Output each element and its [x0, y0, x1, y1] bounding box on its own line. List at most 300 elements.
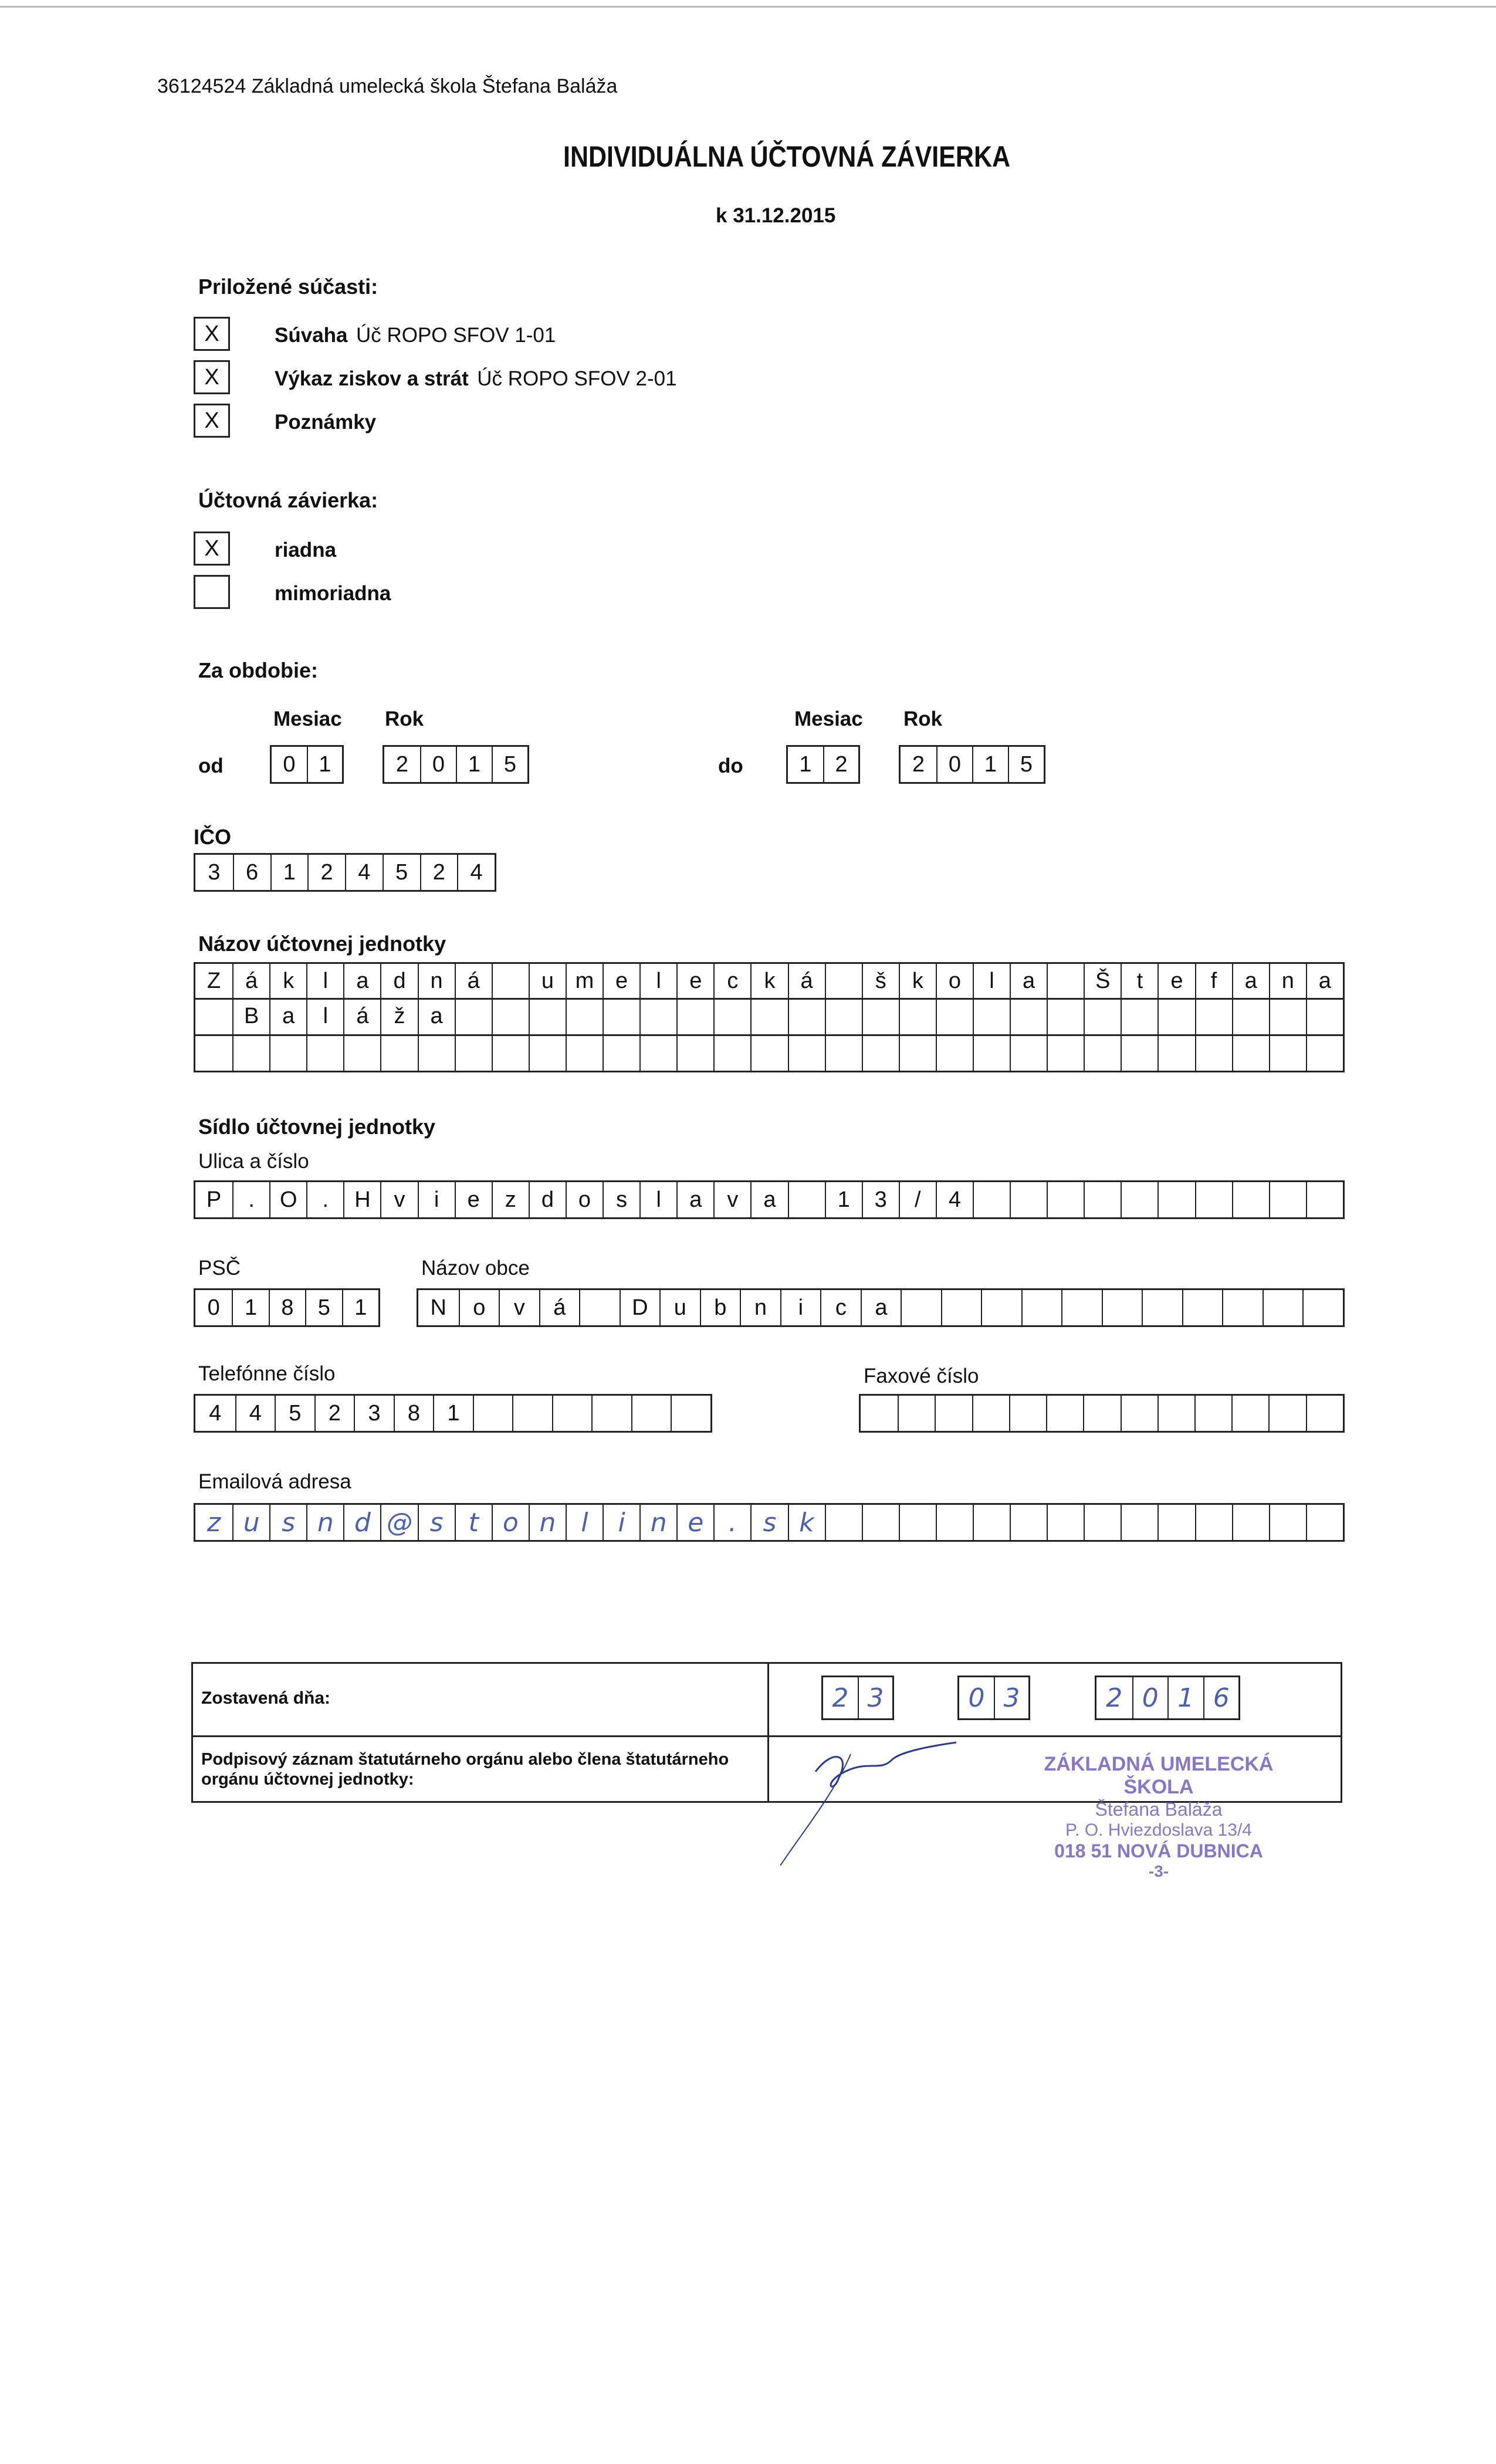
- attachment-suvaha-name: Súvaha: [275, 324, 348, 347]
- period-from-month-field[interactable]: [270, 745, 344, 784]
- entity-name-row-3-cell[interactable]: [232, 1035, 269, 1071]
- entity-name-row-3-cell[interactable]: [936, 1035, 973, 1071]
- period-to-year-field[interactable]: [899, 745, 1045, 784]
- street-field-cell[interactable]: 1: [825, 1182, 862, 1217]
- city-field-cell[interactable]: [941, 1290, 981, 1325]
- street-field-cell[interactable]: z: [492, 1182, 529, 1217]
- compiled-year-field[interactable]: [1095, 1676, 1240, 1720]
- street-field-cell[interactable]: v: [380, 1182, 417, 1217]
- compiled-year-field-cell[interactable]: 1: [1167, 1677, 1203, 1718]
- compiled-year-field-cell[interactable]: 0: [1132, 1677, 1168, 1718]
- entity-name-row-3-cell[interactable]: [899, 1035, 936, 1071]
- entity-name-row-2-cell[interactable]: [1084, 999, 1121, 1034]
- ico-field-cell[interactable]: 2: [307, 855, 345, 890]
- entity-name-row-1-cell[interactable]: á: [232, 964, 269, 998]
- entity-name-row-1-cell[interactable]: e: [676, 964, 713, 998]
- entity-name-row-3-cell[interactable]: [973, 1035, 1010, 1071]
- entity-name-row-2-cell[interactable]: [1121, 999, 1157, 1034]
- email-field-cell[interactable]: .: [713, 1505, 750, 1540]
- period-from-month-label: Mesiac: [273, 708, 342, 730]
- entity-name-row-3-cell[interactable]: [1232, 1035, 1269, 1071]
- entity-name-row-2-cell[interactable]: [788, 999, 825, 1034]
- email-field-cell[interactable]: [1306, 1505, 1343, 1540]
- period-from-year-field-cell[interactable]: 2: [395, 752, 409, 777]
- city-field-cell[interactable]: a: [861, 1290, 901, 1325]
- entity-name-row-2-cell[interactable]: á: [343, 999, 380, 1034]
- street-field-cell[interactable]: o: [566, 1182, 603, 1217]
- phone-field-cell[interactable]: [671, 1396, 710, 1431]
- stamp-line-2: Štefana Baláža: [1095, 1799, 1223, 1820]
- entity-name-row-1-cell[interactable]: f: [1195, 964, 1232, 998]
- fax-field-cell[interactable]: [898, 1396, 935, 1431]
- phone-label: Telefónne číslo: [198, 1362, 336, 1385]
- document-title: INDIVIDUÁLNA ÚČTOVNÁ ZÁVIERKA: [563, 140, 1011, 173]
- period-from-year-field-cell[interactable]: 0: [420, 747, 456, 782]
- fax-field-cell[interactable]: [1157, 1396, 1194, 1431]
- street-field-cell[interactable]: a: [676, 1182, 713, 1217]
- email-field-cell[interactable]: [1157, 1505, 1194, 1540]
- entity-name-row-2-cell[interactable]: [1010, 999, 1047, 1034]
- entity-name-row-1-cell[interactable]: Š: [1084, 964, 1121, 998]
- ico-field-cell[interactable]: 1: [270, 855, 308, 890]
- entity-name-row-2[interactable]: [194, 999, 1345, 1036]
- city-field[interactable]: [417, 1288, 1345, 1327]
- entity-name-row-2-cell[interactable]: [195, 999, 232, 1034]
- attachment-vykaz-name: Výkaz ziskov a strát: [275, 367, 469, 390]
- phone-field-cell[interactable]: 2: [314, 1396, 354, 1431]
- street-field-cell[interactable]: a: [750, 1182, 787, 1217]
- entity-name-row-2-cell[interactable]: B: [232, 999, 269, 1034]
- entity-name-row-3-cell[interactable]: [788, 1035, 825, 1071]
- entity-name-row-2-cell[interactable]: [639, 999, 676, 1034]
- email-field-cell[interactable]: [1195, 1505, 1232, 1540]
- entity-name-row-2-cell[interactable]: [713, 999, 750, 1034]
- email-field-cell[interactable]: z: [207, 1507, 221, 1538]
- entity-name-row-3-cell[interactable]: [566, 1035, 603, 1071]
- entity-name-row-2-cell[interactable]: l: [306, 999, 343, 1034]
- attachment-suvaha: [275, 324, 556, 347]
- phone-field-cell[interactable]: [552, 1396, 592, 1431]
- entity-name-row-1-cell[interactable]: a: [1232, 964, 1269, 998]
- street-field-cell[interactable]: [1195, 1182, 1232, 1217]
- period-from-month-field-cell[interactable]: 0: [283, 752, 296, 777]
- city-field-cell[interactable]: [1222, 1290, 1263, 1325]
- entity-name-row-2-cell[interactable]: [936, 999, 973, 1034]
- entity-name-row-1-cell[interactable]: d: [380, 964, 417, 998]
- psc-field-cell[interactable]: 8: [269, 1290, 305, 1325]
- attachment-poznamky: Poznámky: [275, 411, 377, 434]
- signoff-divider: [767, 1664, 769, 1801]
- entity-name-row-1-cell[interactable]: m: [566, 964, 603, 998]
- entity-name-row-2-cell[interactable]: [492, 999, 529, 1034]
- address-label: Sídlo účtovnej jednotky: [198, 1115, 436, 1139]
- email-field-cell[interactable]: [1010, 1505, 1047, 1540]
- entity-name-row-2-cell[interactable]: [1232, 999, 1269, 1034]
- street-field-cell[interactable]: H: [343, 1182, 380, 1217]
- fax-field-cell[interactable]: [1194, 1396, 1231, 1431]
- entity-name-row-2-cell[interactable]: [750, 999, 787, 1034]
- entity-name-row-2-cell[interactable]: [1157, 999, 1194, 1034]
- compiled-month-field[interactable]: [957, 1676, 1030, 1720]
- ico-field-cell[interactable]: 4: [457, 855, 495, 890]
- email-field-cell[interactable]: [825, 1505, 862, 1540]
- phone-field-cell[interactable]: 4: [235, 1396, 275, 1431]
- ico-field[interactable]: [194, 853, 496, 892]
- city-field-cell[interactable]: [901, 1290, 941, 1325]
- label-mimoriadna: mimoriadna: [275, 582, 391, 605]
- fax-field-cell[interactable]: [861, 1396, 898, 1431]
- fax-field-cell[interactable]: [1231, 1396, 1268, 1431]
- entity-name-row-1-cell[interactable]: á: [455, 964, 492, 998]
- city-field-cell[interactable]: n: [740, 1290, 780, 1325]
- psc-field-cell[interactable]: 5: [305, 1290, 341, 1325]
- entity-name-row-3-cell[interactable]: [343, 1035, 380, 1071]
- entity-name-row-3-cell[interactable]: [1195, 1035, 1232, 1071]
- entity-name-row-1-cell[interactable]: á: [788, 964, 825, 998]
- period-from-year-label: Rok: [385, 708, 424, 730]
- city-field-cell[interactable]: [1021, 1290, 1062, 1325]
- entity-name-row-1-cell[interactable]: k: [899, 964, 936, 998]
- email-field-cell[interactable]: [1121, 1505, 1157, 1540]
- ico-field-cell[interactable]: 2: [420, 855, 458, 890]
- street-field-cell[interactable]: /: [899, 1182, 936, 1217]
- entity-name-row-1-cell[interactable]: t: [1121, 964, 1157, 998]
- street-field-cell[interactable]: e: [455, 1182, 492, 1217]
- email-label: Emailová adresa: [198, 1470, 351, 1493]
- street-field-cell[interactable]: [1121, 1182, 1157, 1217]
- entity-name-row-1-cell[interactable]: [492, 964, 529, 998]
- period-to-year-label: Rok: [903, 708, 943, 730]
- street-field-cell[interactable]: O: [269, 1182, 306, 1217]
- entity-name-row-1-cell[interactable]: o: [936, 964, 973, 998]
- attachment-vykaz: [275, 367, 677, 391]
- period-heading: Za obdobie:: [198, 658, 318, 682]
- entity-name-row-3-cell[interactable]: [825, 1035, 862, 1071]
- city-field-cell[interactable]: [1302, 1290, 1343, 1325]
- entity-name-row-3-cell[interactable]: [455, 1035, 492, 1071]
- entity-name-row-1-cell[interactable]: a: [1306, 964, 1343, 998]
- entity-name-row-3[interactable]: [194, 1035, 1345, 1072]
- phone-field-cell[interactable]: [473, 1396, 513, 1431]
- fax-field-cell[interactable]: [935, 1396, 972, 1431]
- compiled-month-field-cell[interactable]: 0: [968, 1683, 985, 1713]
- entity-name-row-1-cell[interactable]: l: [639, 964, 676, 998]
- top-rule: [0, 6, 1496, 8]
- psc-field[interactable]: [194, 1288, 380, 1327]
- stamp-line-5: -3-: [1148, 1862, 1169, 1880]
- entity-name-row-3-cell[interactable]: [862, 1035, 899, 1071]
- period-to-month-field-cell[interactable]: 2: [823, 747, 858, 782]
- entity-name-row-3-cell[interactable]: [195, 1035, 232, 1071]
- compiled-month-field-cell[interactable]: 3: [994, 1677, 1028, 1718]
- email-field-cell[interactable]: u: [232, 1505, 269, 1540]
- attachment-suvaha-code: Úč ROPO SFOV 1-01: [356, 324, 556, 347]
- city-field-cell[interactable]: v: [499, 1290, 539, 1325]
- email-field-cell[interactable]: s: [750, 1505, 787, 1540]
- fax-field-cell[interactable]: [1083, 1396, 1120, 1431]
- city-field-cell[interactable]: [1142, 1290, 1182, 1325]
- city-field-cell[interactable]: u: [659, 1290, 700, 1325]
- street-field-cell[interactable]: [973, 1182, 1010, 1217]
- phone-field-cell[interactable]: 3: [354, 1396, 394, 1431]
- entity-name-row-3-cell[interactable]: [603, 1035, 639, 1071]
- entity-name-row-2-cell[interactable]: [1195, 999, 1232, 1034]
- city-field-cell[interactable]: N: [430, 1295, 446, 1320]
- entity-name-row-1-cell[interactable]: c: [713, 964, 750, 998]
- phone-field-cell[interactable]: 8: [394, 1396, 434, 1431]
- street-field-cell[interactable]: d: [529, 1182, 566, 1217]
- compiled-day-field-cell[interactable]: 2: [832, 1683, 849, 1713]
- entity-name-row-1-cell[interactable]: n: [418, 964, 455, 998]
- phone-field-cell[interactable]: [512, 1396, 552, 1431]
- city-field-cell[interactable]: á: [539, 1290, 580, 1325]
- document-date: k 31.12.2015: [716, 204, 836, 227]
- email-field-cell[interactable]: l: [566, 1505, 603, 1540]
- period-to-year-field-cell[interactable]: 2: [912, 752, 925, 777]
- checkbox-riadna[interactable]: X: [194, 532, 230, 566]
- checkbox-poznamky[interactable]: X: [194, 404, 230, 438]
- email-field-cell[interactable]: i: [603, 1505, 639, 1540]
- entity-name-row-1-cell[interactable]: e: [1157, 964, 1194, 998]
- phone-field-cell[interactable]: [631, 1396, 671, 1431]
- fax-field-cell[interactable]: [1268, 1396, 1305, 1431]
- street-field-cell[interactable]: [1232, 1182, 1269, 1217]
- psc-field-cell[interactable]: 0: [207, 1295, 220, 1320]
- email-field-cell[interactable]: k: [788, 1505, 825, 1540]
- city-field-cell[interactable]: i: [780, 1290, 821, 1325]
- fax-field[interactable]: [859, 1394, 1345, 1433]
- compiled-day-field[interactable]: [821, 1676, 894, 1720]
- entity-name-row-2-cell[interactable]: [566, 999, 603, 1034]
- entity-name-row-3-cell[interactable]: [1269, 1035, 1306, 1071]
- city-field-cell[interactable]: b: [700, 1290, 740, 1325]
- entity-name-row-1-cell[interactable]: k: [750, 964, 787, 998]
- period-to-year-field-cell[interactable]: 1: [972, 747, 1008, 782]
- checkbox-suvaha[interactable]: X: [194, 317, 230, 351]
- city-field-cell[interactable]: [579, 1290, 620, 1325]
- phone-field-cell[interactable]: 4: [209, 1400, 222, 1426]
- entity-name-row-3-cell[interactable]: [1047, 1035, 1084, 1071]
- entity-name-row-1-cell[interactable]: l: [973, 964, 1010, 998]
- street-label: Ulica a číslo: [198, 1150, 309, 1173]
- period-from-year-field[interactable]: [383, 745, 529, 784]
- closing-heading: Účtovná závierka:: [198, 488, 378, 512]
- fax-field-cell[interactable]: [1121, 1396, 1157, 1431]
- entity-name-row-1-cell[interactable]: [825, 964, 862, 998]
- period-to-label: do: [718, 754, 743, 777]
- entity-name-row-2-cell[interactable]: [1306, 999, 1343, 1034]
- entity-name-row-2-cell[interactable]: [862, 999, 899, 1034]
- entity-name-row-1-cell[interactable]: l: [306, 964, 343, 998]
- period-from-month-field-cell[interactable]: 1: [307, 747, 342, 782]
- email-field-cell[interactable]: s: [269, 1505, 306, 1540]
- entity-name-row-2-cell[interactable]: [1047, 999, 1084, 1034]
- entity-name-row-1-cell[interactable]: n: [1269, 964, 1306, 998]
- entity-name-row-1-cell[interactable]: š: [862, 964, 899, 998]
- city-field-cell[interactable]: [1061, 1290, 1102, 1325]
- city-label: Názov obce: [421, 1257, 530, 1280]
- handwritten-signature: [780, 1737, 991, 1871]
- email-field-cell[interactable]: [1047, 1505, 1084, 1540]
- ico-field-cell[interactable]: 6: [233, 855, 270, 890]
- street-field-cell[interactable]: [788, 1182, 825, 1217]
- email-field-cell[interactable]: s: [418, 1505, 455, 1540]
- email-field-cell[interactable]: [1232, 1505, 1269, 1540]
- entity-name-row-3-cell[interactable]: [306, 1035, 343, 1071]
- period-to-month-field-cell[interactable]: 1: [799, 752, 812, 777]
- street-field-cell[interactable]: [1157, 1182, 1194, 1217]
- email-field[interactable]: [194, 1503, 1345, 1542]
- entity-name-row-2-cell[interactable]: [529, 999, 566, 1034]
- entity-name-row-3-cell[interactable]: [1306, 1035, 1343, 1071]
- entity-name-row-2-cell[interactable]: [825, 999, 862, 1034]
- city-field-cell[interactable]: [1263, 1290, 1303, 1325]
- entity-name-row-3-cell[interactable]: [639, 1035, 676, 1071]
- street-field-cell[interactable]: l: [639, 1182, 676, 1217]
- city-field-cell[interactable]: [1182, 1290, 1223, 1325]
- psc-field-cell[interactable]: 1: [342, 1290, 378, 1325]
- attachments-heading: Priložené súčasti:: [198, 275, 378, 299]
- school-stamp: [1021, 1753, 1297, 1881]
- entity-name-row-1-cell[interactable]: k: [269, 964, 306, 998]
- phone-field[interactable]: [194, 1394, 712, 1433]
- email-field-cell[interactable]: n: [529, 1505, 566, 1540]
- stamp-line-3: P. O. Hviezdoslava 13/4: [1065, 1820, 1252, 1840]
- fax-field-cell[interactable]: [1046, 1396, 1083, 1431]
- checkbox-mimoriadna[interactable]: [194, 575, 230, 609]
- street-field-cell[interactable]: [1010, 1182, 1047, 1217]
- entity-name-row-1-cell[interactable]: Z: [207, 968, 221, 993]
- email-field-cell[interactable]: [899, 1505, 936, 1540]
- entity-name-row-1-cell[interactable]: a: [343, 964, 380, 998]
- entity-name-row-1[interactable]: [194, 962, 1345, 1000]
- period-from-label: od: [198, 754, 224, 777]
- ico-field-cell[interactable]: 5: [383, 855, 420, 890]
- period-from-year-field-cell[interactable]: 5: [492, 747, 527, 782]
- city-field-cell[interactable]: o: [459, 1290, 499, 1325]
- email-field-cell[interactable]: o: [492, 1505, 529, 1540]
- fax-field-cell[interactable]: [1306, 1396, 1343, 1431]
- stamp-line-4: 018 51 NOVÁ DUBNICA: [1054, 1840, 1263, 1861]
- period-to-year-field-cell[interactable]: 0: [936, 747, 972, 782]
- entity-name-row-3-cell[interactable]: [418, 1035, 455, 1071]
- email-field-cell[interactable]: [1084, 1505, 1121, 1540]
- street-field-cell[interactable]: [1306, 1182, 1343, 1217]
- entity-name-row-3-cell[interactable]: [1010, 1035, 1047, 1071]
- label-riadna: riadna: [275, 539, 337, 561]
- entity-name-row-3-cell[interactable]: [750, 1035, 787, 1071]
- street-field-cell[interactable]: v: [713, 1182, 750, 1217]
- email-field-cell[interactable]: n: [639, 1505, 676, 1540]
- city-field-cell[interactable]: [981, 1290, 1021, 1325]
- entity-name-row-3-cell[interactable]: [713, 1035, 750, 1071]
- entity-name-row-2-cell[interactable]: a: [269, 999, 306, 1034]
- entity-name-row-3-cell[interactable]: [676, 1035, 713, 1071]
- period-to-month-field[interactable]: [786, 745, 860, 784]
- entity-name-row-2-cell[interactable]: [455, 999, 492, 1034]
- compiled-day-field-cell[interactable]: 3: [858, 1677, 892, 1718]
- entity-name-row-3-cell[interactable]: [269, 1035, 306, 1071]
- entity-name-row-1-cell[interactable]: [1047, 964, 1084, 998]
- period-to-month-label: Mesiac: [794, 708, 863, 730]
- entity-name-label: Názov účtovnej jednotky: [198, 932, 446, 956]
- street-field-cell[interactable]: s: [603, 1182, 639, 1217]
- entity-name-row-1-cell[interactable]: u: [529, 964, 566, 998]
- city-field-cell[interactable]: c: [820, 1290, 861, 1325]
- street-field-cell[interactable]: P: [206, 1187, 222, 1212]
- email-field-cell[interactable]: t: [455, 1505, 492, 1540]
- email-field-cell[interactable]: [973, 1505, 1010, 1540]
- entity-name-row-3-cell[interactable]: [492, 1035, 529, 1071]
- city-field-cell[interactable]: D: [620, 1290, 660, 1325]
- fax-label: Faxové číslo: [864, 1365, 979, 1387]
- street-field-cell[interactable]: i: [418, 1182, 455, 1217]
- street-field-cell[interactable]: 3: [862, 1182, 899, 1217]
- signature-label: Podpisový záznam štatutárneho orgánu alebo člena štatutárneho orgánu účtovnej jednotky:: [201, 1750, 729, 1789]
- street-field[interactable]: [194, 1180, 1345, 1219]
- phone-field-cell[interactable]: 5: [275, 1396, 314, 1431]
- street-field-cell[interactable]: .: [232, 1182, 269, 1217]
- stamp-line-1: ZÁKLADNÁ UMELECKÁ ŠKOLA: [1044, 1753, 1274, 1798]
- compiled-label: Zostavená dňa:: [201, 1688, 331, 1708]
- street-field-cell[interactable]: [1269, 1182, 1306, 1217]
- street-field-cell[interactable]: [1084, 1182, 1121, 1217]
- city-field-cell[interactable]: [1102, 1290, 1142, 1325]
- entity-name-row-2-cell[interactable]: [973, 999, 1010, 1034]
- entity-name-row-3-cell[interactable]: [1121, 1035, 1157, 1071]
- phone-field-cell[interactable]: 1: [433, 1396, 473, 1431]
- entity-name-row-3-cell[interactable]: [1157, 1035, 1194, 1071]
- entity-name-row-2-cell[interactable]: [676, 999, 713, 1034]
- entity-name-row-2-cell[interactable]: [1269, 999, 1306, 1034]
- period-from-year-field-cell[interactable]: 1: [456, 747, 492, 782]
- email-field-cell[interactable]: [1269, 1505, 1306, 1540]
- phone-field-cell[interactable]: [591, 1396, 631, 1431]
- ico-field-cell[interactable]: 3: [208, 859, 221, 885]
- email-field-cell[interactable]: [862, 1505, 899, 1540]
- fax-field-cell[interactable]: [972, 1396, 1009, 1431]
- attachment-vykaz-code: Úč ROPO SFOV 2-01: [477, 367, 677, 390]
- entity-name-row-3-cell[interactable]: [529, 1035, 566, 1071]
- entity-name-row-3-cell[interactable]: [1084, 1035, 1121, 1071]
- entity-name-row-1-cell[interactable]: e: [603, 964, 639, 998]
- compiled-year-field-cell[interactable]: 2: [1106, 1683, 1123, 1713]
- entity-name-row-2-cell[interactable]: [603, 999, 639, 1034]
- entity-name-row-1-cell[interactable]: a: [1010, 964, 1047, 998]
- email-field-cell[interactable]: d: [343, 1505, 380, 1540]
- ico-label: IČO: [194, 825, 232, 849]
- email-field-cell[interactable]: @: [380, 1505, 417, 1540]
- psc-label: PSČ: [198, 1257, 241, 1280]
- street-field-cell[interactable]: [1047, 1182, 1084, 1217]
- compiled-year-field-cell[interactable]: 6: [1203, 1677, 1239, 1718]
- entity-name-row-2-cell[interactable]: [899, 999, 936, 1034]
- entity-name-row-2-cell[interactable]: ž: [380, 999, 417, 1034]
- street-field-cell[interactable]: 4: [936, 1182, 973, 1217]
- email-field-cell[interactable]: [936, 1505, 973, 1540]
- email-field-cell[interactable]: e: [676, 1505, 713, 1540]
- ico-field-cell[interactable]: 4: [345, 855, 383, 890]
- checkbox-vykaz[interactable]: X: [194, 360, 230, 394]
- period-to-year-field-cell[interactable]: 5: [1008, 747, 1044, 782]
- street-field-cell[interactable]: .: [306, 1182, 343, 1217]
- entity-name-row-3-cell[interactable]: [380, 1035, 417, 1071]
- email-field-cell[interactable]: n: [306, 1505, 343, 1540]
- header-organization: 36124524 Základná umelecká škola Štefana Baláža: [157, 75, 618, 97]
- fax-field-cell[interactable]: [1009, 1396, 1046, 1431]
- psc-field-cell[interactable]: 1: [232, 1290, 268, 1325]
- entity-name-row-2-cell[interactable]: a: [418, 999, 455, 1034]
